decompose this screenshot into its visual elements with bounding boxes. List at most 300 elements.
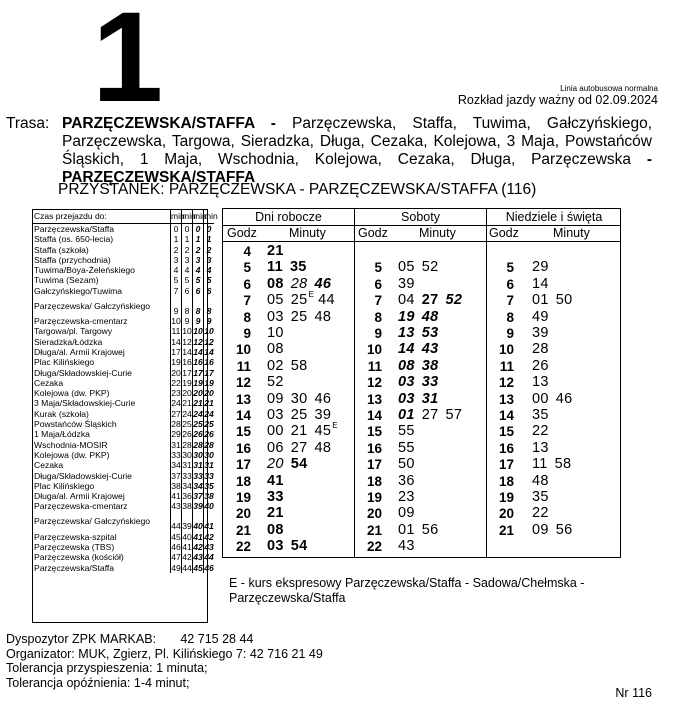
departure-minute: 20	[267, 456, 284, 473]
departure-minute: 21	[267, 243, 284, 259]
travel-time-value: 45	[171, 531, 181, 542]
departure-minute: 54	[290, 456, 308, 473]
travel-time-value: 42	[182, 552, 192, 563]
travel-time-value: 31	[204, 460, 214, 471]
departure-minute: 53	[421, 325, 439, 341]
travel-time-row	[33, 316, 214, 326]
travel-stop-name: Parzęczewska/Staffa	[34, 224, 115, 234]
travel-time-value: 28	[204, 439, 214, 450]
travel-time-value: 1	[204, 234, 215, 244]
travel-time-value: 10	[171, 316, 181, 327]
departure-minute: 43	[421, 341, 439, 358]
minutes-cell	[267, 309, 338, 325]
travel-time-value: 21	[204, 398, 214, 409]
departure-minute: 58	[290, 357, 308, 374]
minutes-cell	[267, 292, 342, 308]
minutes-cell	[267, 407, 338, 423]
hour-cell: 17	[235, 457, 251, 473]
travel-time-value: 3	[182, 255, 193, 265]
travel-stop-name: Plac Kilińskiego	[34, 357, 95, 368]
travel-stop-name: Sieradzka/Łódzka	[34, 336, 103, 347]
travel-time-row	[33, 491, 214, 501]
travel-time-row	[33, 286, 214, 296]
departure-minute: 44	[318, 292, 335, 309]
hour-cell: 7	[243, 293, 251, 309]
travel-time-row	[33, 450, 214, 460]
hour-cell: 21	[235, 522, 251, 538]
travel-stop-name: Powstańców Śląskich	[34, 419, 117, 430]
travel-time-value: 30	[182, 449, 192, 460]
departure-minute: 09	[532, 521, 549, 538]
hour-cell: 10	[498, 342, 514, 358]
travel-time-value: 26	[193, 429, 203, 440]
travel-stop-name: Długa/Składowskiej-Curie	[34, 367, 132, 378]
minute-header: Minuty	[553, 226, 590, 240]
departure-minute: 08	[398, 357, 415, 374]
route-middle: Parzęczewska, Staffa, Tuwima, Gałczyńskiego, Parzęczewska, Targowa, Sieradzka, Długa, Cezaka, Kolejowa, 3 Maja, Powstańców Śląskich, 1 Maja, Wschodnia, Kolejowa, Cezaka, Długa, Parzęczewska	[62, 115, 652, 168]
hour-cell: 18	[235, 473, 251, 489]
travel-time-row	[33, 245, 214, 255]
travel-time-value: 17	[204, 367, 214, 378]
departure-minute: 46	[555, 390, 573, 407]
travel-time-value: 12	[204, 336, 214, 347]
travel-time-value: 27	[171, 408, 181, 419]
travel-time-value: 6	[204, 286, 215, 296]
travel-time-row	[33, 347, 214, 357]
departure-minute: 05	[267, 292, 284, 309]
travel-time-value: 26	[182, 429, 192, 440]
departure-minute: 43	[398, 538, 415, 555]
departure-minute: 56	[421, 521, 439, 538]
departure-minute: 33	[421, 374, 439, 391]
departure-minute: 55	[398, 439, 415, 456]
departure-minute: 02	[267, 357, 284, 374]
hour-cell: 6	[506, 276, 514, 292]
travel-time-row	[33, 388, 214, 398]
travel-stop-name: Cezaka	[34, 377, 64, 388]
hour-cell: 18	[498, 473, 514, 489]
minutes-cell	[532, 259, 556, 275]
travel-time-value: 33	[193, 470, 203, 481]
hour-cell: 13	[235, 391, 251, 407]
minutes-cell	[532, 292, 579, 308]
departure-minute: 14	[532, 275, 549, 292]
travel-stop-name: Długa/al. Armii Krajowej	[34, 491, 125, 502]
travel-time-col-header: min	[171, 210, 182, 224]
travel-time-value: 4	[171, 265, 182, 275]
travel-time-row	[33, 501, 214, 511]
hour-cell: 9	[374, 326, 382, 341]
departure-minute: 03	[267, 308, 284, 325]
travel-time-value: 9	[171, 296, 182, 316]
minutes-cell	[398, 489, 422, 505]
sundays-header: Niedziele i święta	[505, 210, 603, 224]
departure-minute: 56	[555, 521, 573, 538]
travel-time-value: 8	[193, 296, 204, 316]
hour-cell: 12	[366, 375, 382, 391]
travel-time-value: 2	[204, 245, 215, 255]
travel-time-value: 43	[171, 501, 181, 512]
departure-minute: 46	[314, 275, 332, 292]
travel-time-row	[33, 429, 214, 439]
travel-time-value: 40	[193, 512, 204, 532]
departure-minute: 01	[532, 292, 549, 309]
travel-time-value: 10	[193, 326, 203, 337]
travel-time-value: 9	[193, 316, 204, 326]
departure-minute: 03	[267, 407, 284, 423]
travel-time-value: 20	[171, 367, 181, 378]
travel-time-row	[33, 398, 214, 408]
travel-time-row	[33, 532, 214, 542]
departure-minute: 03	[398, 374, 415, 391]
travel-stop-name: Parzęczewska/Staffa	[34, 562, 115, 573]
travel-time-row	[33, 481, 214, 491]
line-type: Linia autobusowa normalna	[560, 84, 658, 93]
travel-time-value: 20	[193, 388, 203, 399]
departure-minute: 21	[290, 423, 308, 440]
travel-time-value: 42	[204, 531, 214, 542]
travel-time-value: 9	[182, 316, 193, 326]
departure-minute: 46	[314, 390, 332, 407]
departure-minute: 30	[290, 390, 308, 407]
minutes-cell	[267, 358, 314, 374]
minutes-cell	[267, 243, 291, 259]
departure-minute: 39	[532, 325, 549, 341]
departure-minute: 28	[532, 341, 549, 358]
travel-time-value: 24	[182, 408, 192, 419]
departure-minute: 13	[398, 325, 415, 341]
travel-time-value: 14	[193, 346, 203, 357]
travel-time-table	[32, 209, 218, 623]
hour-cell: 7	[374, 293, 382, 309]
travel-time-value: 42	[193, 542, 203, 553]
departure-minute: 13	[532, 439, 549, 456]
departure-minute: 10	[267, 325, 284, 341]
hour-cell: 8	[374, 309, 382, 325]
minutes-cell	[267, 276, 338, 292]
departure-minute: 52	[267, 374, 284, 391]
travel-time-value: 6	[193, 286, 204, 296]
departure-minute: 29	[532, 259, 549, 276]
route-start: PARZĘCZEWSKA/STAFFA -	[62, 115, 276, 132]
departure-minute: 13	[532, 374, 549, 391]
travel-stop-name: Parzęczewska/ Gałczyńskiego	[34, 300, 151, 311]
departure-minute: 45	[314, 423, 332, 440]
hour-cell: 8	[243, 309, 251, 325]
minutes-cell	[267, 325, 291, 341]
departure-minute: 38	[421, 357, 439, 374]
minutes-cell	[398, 391, 445, 407]
travel-time-value: 39	[182, 512, 193, 532]
hour-cell: 21	[498, 522, 514, 538]
hour-cell: 9	[506, 326, 514, 341]
travel-time-value: 20	[204, 388, 214, 399]
travel-time-value: 33	[171, 449, 181, 460]
minutes-cell	[398, 538, 422, 554]
departure-minute: 09	[398, 505, 415, 522]
travel-time-value: 38	[182, 501, 192, 512]
departure-minute: 09	[267, 390, 284, 407]
hour-cell: 19	[235, 490, 251, 505]
travel-time-value: 41	[204, 512, 215, 532]
minutes-cell	[398, 522, 445, 538]
travel-time-value: 38	[204, 491, 214, 502]
travel-time-value: 40	[182, 531, 192, 542]
travel-time-value: 2	[193, 245, 204, 255]
travel-time-row	[33, 471, 214, 481]
departure-minute: 08	[267, 341, 284, 358]
travel-time-value: 1	[171, 234, 182, 244]
minutes-cell	[532, 309, 556, 325]
minutes-cell	[532, 522, 579, 538]
hour-cell: 17	[366, 457, 382, 473]
minutes-cell	[267, 522, 291, 538]
minutes-cell	[532, 456, 578, 472]
travel-time-value: 3	[193, 255, 204, 265]
travel-time-value: 20	[182, 388, 192, 399]
hour-cell: 11	[499, 358, 514, 374]
departure-minute: 48	[314, 308, 332, 325]
travel-time-value: 12	[182, 336, 192, 347]
travel-time-row	[33, 419, 214, 429]
departure-minute: 00	[532, 390, 549, 407]
departure-minute: 58	[554, 456, 572, 473]
hour-cell: 22	[235, 539, 251, 555]
travel-time-value: 22	[171, 377, 181, 388]
hour-cell: 8	[506, 309, 514, 325]
travel-time-value: 21	[193, 398, 203, 409]
travel-time-value: 0	[171, 224, 182, 235]
minutes-cell	[532, 423, 556, 439]
departure-minute: 25	[290, 407, 308, 423]
travel-time-value: 34	[171, 460, 181, 471]
hour-cell: 9	[243, 326, 251, 341]
travel-stop-name: Parzęczewska-cmentarz	[34, 501, 128, 512]
hour-cell: 19	[498, 490, 514, 505]
hour-cell: 5	[374, 260, 382, 276]
document-number: Nr 116	[615, 686, 652, 700]
minutes-cell	[532, 489, 556, 505]
hour-cell: 21	[366, 522, 382, 538]
minutes-cell	[398, 505, 422, 521]
minutes-cell	[398, 325, 445, 341]
hour-cell: 16	[235, 440, 251, 456]
express-legend: E - kurs ekspresowy Parzęczewska/Staffa - Sadowa/Chełmska - Parzęczewska/Staffa	[229, 576, 585, 605]
minutes-cell	[532, 325, 556, 341]
travel-stop-name: Parzęczewska-szpital	[34, 531, 117, 542]
hour-cell: 5	[243, 260, 251, 276]
express-marker: E	[332, 421, 338, 431]
departure-minute: 39	[398, 275, 415, 292]
minutes-cell	[267, 341, 291, 357]
travel-time-value: 3	[171, 255, 182, 265]
travel-time-value: 2	[182, 245, 193, 255]
travel-stop-name: Plac Kilińskiego	[34, 480, 95, 491]
departure-minute: 01	[398, 407, 415, 423]
departure-minute: 21	[267, 505, 284, 522]
minutes-cell	[532, 505, 556, 521]
hour-cell: 19	[366, 490, 382, 505]
hour-cell: 14	[498, 408, 514, 423]
travel-time-header: Czas przejazdu do:	[33, 210, 171, 224]
minutes-cell	[267, 473, 291, 489]
travel-stop-name: 1 Maja/Łódzka	[34, 429, 90, 440]
departure-minute: 28	[290, 275, 308, 292]
travel-stop-name: Kolejowa (dw. PKP)	[34, 449, 110, 460]
hour-cell: 6	[374, 276, 382, 292]
travel-stop-name: Parzęczewska (TBS)	[34, 542, 115, 553]
departure-timetable	[222, 208, 621, 558]
departure-minute: 27	[421, 292, 439, 309]
travel-time-value: 25	[204, 419, 214, 430]
travel-stop-name: Staffa (os. 650-lecia)	[34, 234, 114, 245]
travel-time-value: 41	[171, 491, 181, 502]
hour-cell: 12	[498, 375, 514, 391]
travel-time-row	[33, 552, 214, 562]
minutes-cell	[398, 341, 445, 357]
departure-minute: 54	[290, 538, 308, 555]
minutes-cell	[267, 456, 314, 472]
minutes-cell	[267, 505, 291, 521]
minutes-cell	[398, 407, 469, 423]
minutes-cell	[398, 440, 422, 456]
travel-time-value: 7	[171, 286, 182, 296]
hour-cell: 18	[366, 473, 382, 489]
travel-time-value: 43	[204, 542, 214, 553]
minutes-cell	[398, 456, 422, 472]
departure-minute: 50	[555, 292, 573, 309]
departure-minute: 33	[267, 489, 284, 505]
departure-minute: 11	[267, 259, 283, 276]
departure-minute: 03	[398, 390, 415, 407]
minutes-cell	[267, 489, 291, 505]
departure-minute: 48	[314, 439, 332, 456]
hour-cell: 5	[506, 260, 514, 276]
departure-minute: 41	[267, 472, 284, 489]
travel-stop-name: Targowa/pl. Targowy	[34, 326, 113, 337]
travel-stop-name: Gałczyńskiego/Tuwima	[34, 285, 123, 296]
travel-time-row	[33, 224, 214, 235]
minutes-cell	[398, 473, 422, 489]
travel-time-value: 5	[204, 275, 215, 285]
hour-cell: 16	[498, 440, 514, 456]
travel-time-value: 37	[171, 470, 181, 481]
travel-time-value: 35	[204, 480, 214, 491]
hour-cell: 14	[366, 408, 382, 423]
travel-time-value: 16	[193, 357, 203, 368]
travel-time-value: 45	[193, 562, 203, 573]
hour-cell: 22	[366, 539, 382, 555]
travel-time-value: 34	[193, 480, 203, 491]
travel-stop-name: Długa/Składowskiej-Curie	[34, 470, 132, 481]
departure-minute: 27	[421, 407, 439, 423]
minutes-cell	[532, 440, 556, 456]
travel-time-value: 0	[204, 224, 215, 235]
departure-minute: 06	[267, 439, 284, 456]
hour-cell: 4	[243, 244, 251, 259]
departure-minute: 36	[398, 472, 415, 489]
minutes-cell	[398, 374, 445, 390]
minutes-cell	[532, 407, 556, 423]
travel-stop-name: Parzęczewska/ Gałczyńskiego	[34, 516, 151, 527]
travel-time-value: 31	[193, 460, 203, 471]
travel-time-value: 5	[182, 275, 193, 285]
travel-time-value: 17	[171, 346, 181, 357]
hour-cell: 20	[498, 506, 514, 522]
travel-time-row	[33, 357, 214, 367]
travel-stop-name: Kurak (szkoła)	[34, 408, 89, 419]
travel-time-value: 4	[182, 265, 193, 275]
travel-time-value: 1	[193, 234, 204, 244]
travel-time-value: 24	[193, 408, 203, 419]
minute-header: Minuty	[419, 226, 456, 240]
travel-time-col-header: min	[204, 210, 215, 224]
travel-time-value: 38	[171, 480, 181, 491]
travel-time-row	[33, 234, 214, 244]
minutes-cell	[398, 292, 469, 308]
travel-time-value: 28	[171, 419, 181, 430]
minutes-cell	[532, 391, 579, 407]
minute-header: Minuty	[289, 226, 326, 240]
hour-cell: 11	[367, 358, 382, 374]
departure-minute: 52	[445, 292, 463, 309]
hour-cell: 16	[366, 440, 382, 456]
hour-header: Godz	[227, 226, 257, 240]
travel-time-row	[33, 460, 214, 470]
travel-time-value: 19	[171, 357, 181, 368]
travel-time-value: 10	[182, 326, 192, 337]
travel-time-row	[33, 275, 214, 285]
travel-stop-name: Parzęczewska (kościół)	[34, 552, 124, 563]
hour-header: Godz	[358, 226, 388, 240]
travel-stop-name: Staffa (szkoła)	[34, 244, 89, 255]
route-label: Trasa:	[6, 115, 50, 132]
travel-time-value: 47	[171, 552, 181, 563]
travel-time-value: 19	[204, 377, 214, 388]
travel-time-value: 33	[204, 470, 214, 481]
travel-time-value: 31	[171, 439, 181, 450]
departure-minute: 03	[267, 538, 284, 555]
departure-minute: 48	[532, 472, 549, 489]
travel-time-value: 25	[193, 419, 203, 430]
weekdays-header: Dni robocze	[255, 210, 322, 224]
travel-time-value: 24	[171, 398, 181, 409]
dispatcher-phone: 42 715 28 44	[180, 632, 254, 646]
minutes-cell	[532, 374, 556, 390]
minutes-cell	[532, 276, 556, 292]
departure-minute: 27	[290, 439, 308, 456]
travel-time-row	[33, 296, 214, 316]
travel-time-value: 30	[193, 449, 203, 460]
footer-info	[6, 632, 323, 690]
travel-time-value: 0	[182, 224, 193, 235]
travel-time-value: 26	[204, 429, 214, 440]
travel-time-value: 19	[182, 377, 192, 388]
departure-minute: 08	[267, 275, 284, 292]
departure-minute: 19	[398, 308, 415, 325]
travel-stop-name: Wschodnia-MOSIR	[34, 439, 108, 450]
minutes-cell	[267, 374, 291, 390]
departure-minute: 35	[532, 407, 549, 423]
travel-time-value: 46	[204, 562, 214, 573]
departure-minute: 52	[421, 259, 439, 276]
travel-stop-name: Cezaka	[34, 460, 64, 471]
departure-minute: 35	[532, 489, 549, 505]
travel-time-value: 34	[182, 480, 192, 491]
departure-minute: 26	[532, 357, 549, 374]
hour-cell: 17	[498, 457, 514, 473]
travel-time-value: 14	[182, 346, 192, 357]
